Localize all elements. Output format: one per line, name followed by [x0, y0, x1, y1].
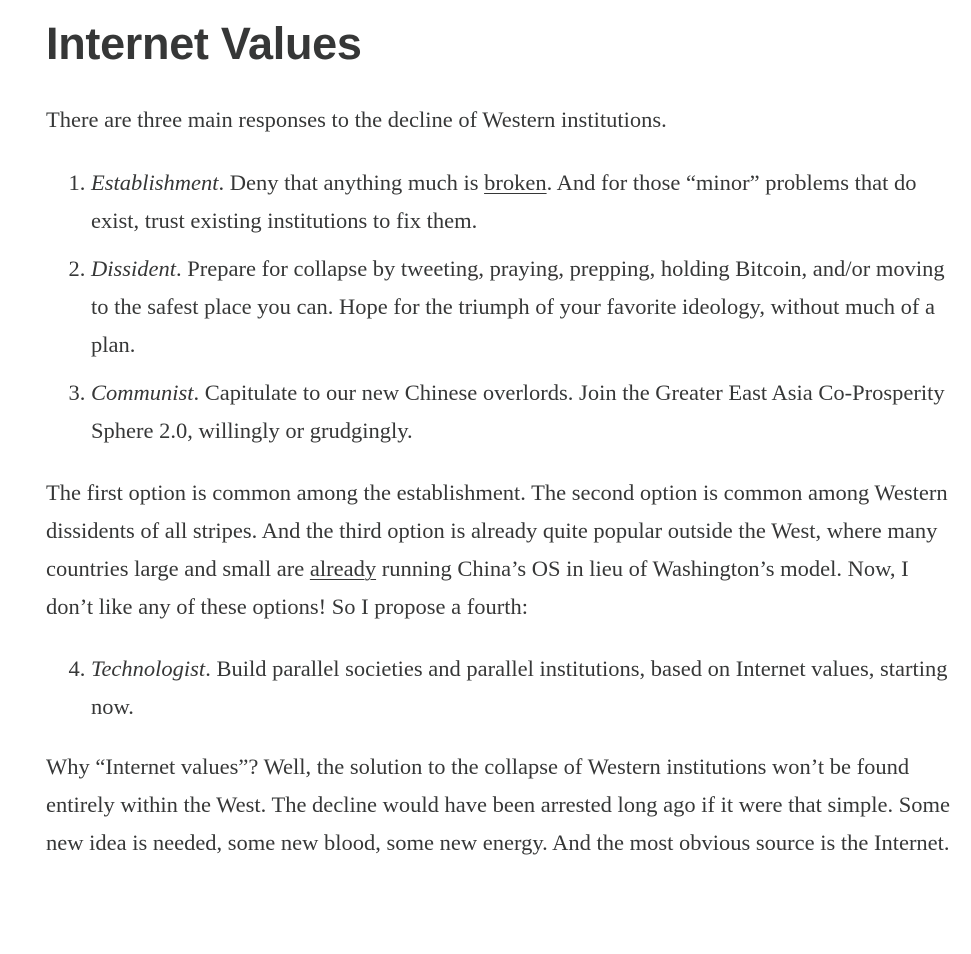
list-item-dissident — [91, 250, 954, 364]
term-communist: Communist — [91, 380, 194, 405]
broken-link[interactable]: broken — [484, 170, 547, 195]
term-establishment: Establishment — [91, 170, 219, 195]
responses-list — [46, 164, 954, 450]
options-text-end: running China’s OS in lieu of Washington’s model. Now, I don’t like any of these options! So I propose a fourth: — [46, 556, 909, 619]
list-item-communist — [91, 374, 954, 450]
options-text-start: The first option is common among the establishment. The second option is common among Western dissidents of all stripes. And the third option is already quite popular outside the West, where many countries large and small are — [46, 480, 948, 581]
communist-text: . Capitulate to our new Chinese overlords. Join the Greater East Asia Co-Prosperity Sphere 2.0, willingly or grudgingly. — [91, 380, 945, 443]
dissident-text: . Prepare for collapse by tweeting, praying, prepping, holding Bitcoin, and/or moving to the safest place you can. Hope for the triumph of your favorite ideology, without much of a plan. — [91, 256, 945, 357]
already-link[interactable]: already — [309, 556, 377, 581]
term-dissident: Dissident — [91, 256, 177, 281]
establishment-text-end: . And for those “minor” problems that do exist, trust existing institutions to fix them. — [91, 170, 917, 233]
article — [46, 16, 954, 862]
establishment-text-start: . Deny that anything much is — [218, 170, 485, 195]
options-paragraph — [46, 474, 954, 626]
list-item-technologist — [91, 650, 954, 726]
technologist-text: . Build parallel societies and parallel institutions, based on Internet values, starting now. — [91, 656, 948, 719]
intro-paragraph: There are three main responses to the decline of Western institutions. — [46, 107, 667, 132]
term-technologist: Technologist — [91, 656, 206, 681]
list-item-establishment — [91, 164, 954, 240]
closing-paragraph: Why “Internet values”? Well, the solution to the collapse of Western institutions won’t be found entirely within the West. The decline would have been arrested long ago if it were that simple. Some new idea is needed, some new blood, some new energy. And the most obvious source is the Internet. — [46, 754, 950, 855]
page-title: Internet Values — [46, 18, 362, 69]
fourth-option-list — [46, 650, 954, 726]
